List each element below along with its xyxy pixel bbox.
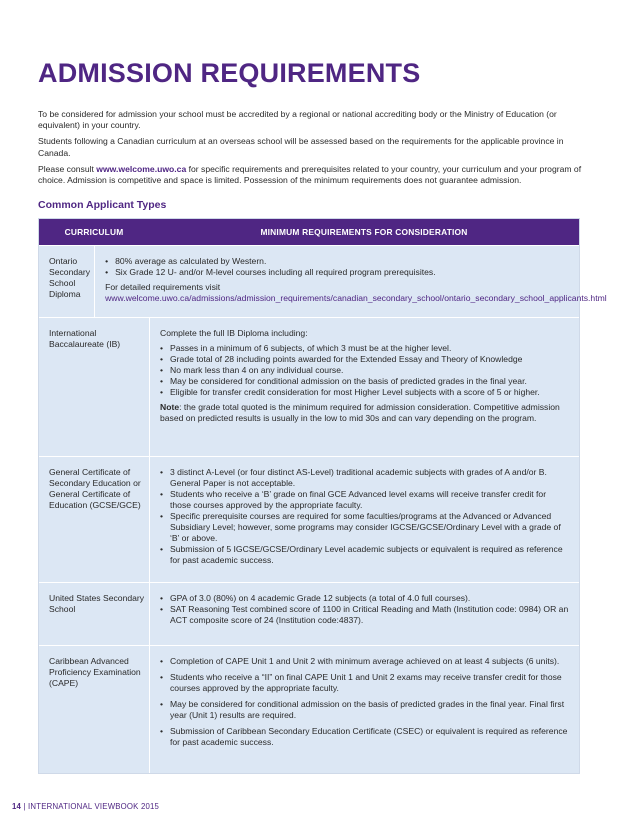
page-title: ADMISSION REQUIREMENTS [38,58,421,88]
list-item: • Grade total of 28 including points awarded for the Extended Essay and Theory of Knowledge [160,354,569,365]
footer-separator: | [21,802,29,811]
section-heading: Common Applicant Types [38,199,167,211]
requirements-table [38,218,607,774]
list-item: • Completion of CAPE Unit 1 and Unit 2 with minimum average achieved on at least 4 subjects (6 units). [160,656,569,667]
intro-text: Please consult [38,163,97,174]
requirements-list [160,467,569,566]
list-item: • Students who receive a “II” on final CAPE Unit 1 and Unit 2 exams may receive transfer credit for those courses approved by the appropriate faculty. [160,672,569,694]
list-item: • May be considered for conditional admission on the basis of predicted grades in the final year. Final first year (Unit 1) results are required. [160,699,569,721]
requirements-lead: Complete the full IB Diploma including: [160,328,308,338]
intro-paragraph: To be considered for admission your school must be accredited by a regional or national accrediting body or the Ministry of Education (or equivalent) in your country. [38,109,557,131]
requirements-cell [149,583,579,645]
requirements-cell [94,246,617,317]
table-row [39,582,579,645]
requirements-list [160,656,569,748]
requirements-list [160,343,569,398]
curriculum-cell: General Certificate of Secondary Education or General Certificate of Education (GCSE/GCE) [49,467,141,510]
table-row [39,245,607,317]
link-lead-text: For detailed requirements visit [105,282,221,292]
list-item: • GPA of 3.0 (80%) on 4 academic Grade 12 subjects (a total of 4.0 full courses). [160,593,569,604]
requirements-list [160,593,569,626]
requirements-cell [149,646,579,773]
list-item: • Students who receive a ‘B’ grade on final GCE Advanced level exams will receive transfer credit for those courses approved by the appropriate faculty. [160,489,569,511]
requirements-note [160,402,569,424]
curriculum-cell: Ontario Secondary School Diploma [49,256,91,299]
note-text: : the grade total quoted is the minimum required for admission consideration. Competitive admission based on predicted results is usually in the low to mid 30s and can vary depending on the program. [160,402,560,423]
list-item: • Specific prerequisite courses are required for some faculties/programs at the Advanced or Advanced Subsidiary Level; however, some programs may consider IGCSE/GCSE/Ordinary Level with a grade of ‘B’ or above. [160,511,569,544]
list-item: • No mark less than 4 on any individual course. [160,365,569,376]
requirements-list [105,256,607,278]
curriculum-cell: United States Secondary School [49,593,145,614]
website-link[interactable]: www.welcome.uwo.ca [96,163,187,174]
table-header [39,219,579,245]
curriculum-cell: Caribbean Advanced Proficiency Examination (CAPE) [49,656,141,688]
table-row [39,645,579,773]
requirements-cell [149,318,579,456]
intro-paragraph [38,164,598,186]
intro-paragraph: Students following a Canadian curriculum at an overseas school will be assessed based on the requirements for the applicable province in Canada. [38,136,564,158]
list-item: • May be considered for conditional admission on the basis of predicted grades in the final year. [160,376,569,387]
requirements-link-text [105,282,607,304]
list-item: • Six Grade 12 U- and/or M-level courses including all required program prerequisites. [105,267,607,278]
list-item: • 3 distinct A-Level (or four distinct AS-Level) traditional academic subjects with grades of A and/or B. General Paper is not acceptable. [160,467,569,489]
intro-text: for specific requirements and prerequisites related to your country, your curriculum and your program of choice. Admission is competitive and space is limited. Possession of the minimum requirements does not guarantee admission. [38,163,582,186]
page-footer [12,802,159,811]
list-item: • Passes in a minimum of 6 subjects, of which 3 must be at the higher level. [160,343,569,354]
requirements-cell [149,457,579,582]
list-item: • SAT Reasoning Test combined score of 1100 in Critical Reading and Math (Institution code: 0984) OR an ACT composite score of 24 (Institution code:4837). [160,604,569,626]
curriculum-cell: International Baccalaureate (IB) [49,328,121,349]
column-header-curriculum: CURRICULUM [64,227,124,237]
intro-section [38,109,598,191]
column-header-requirements: MINIMUM REQUIREMENTS FOR CONSIDERATION [260,227,468,237]
table-row [39,317,579,456]
footer-text: INTERNATIONAL VIEWBOOK 2015 [28,802,160,811]
page-number: 14 [12,802,22,811]
list-item: • Eligible for transfer credit consideration for most Higher Level subjects with a score of 5 or higher. [160,387,569,398]
table-row [39,456,579,582]
requirements-url-link[interactable]: www.welcome.uwo.ca/admissions/admission_requirements/canadian_secondary_school/ontario_secondary_school_applicants.html [105,293,607,303]
note-label: Note [160,402,180,412]
list-item: • 80% average as calculated by Western. [105,256,607,267]
list-item: • Submission of Caribbean Secondary Education Certificate (CSEC) or equivalent is required as reference for past academic success. [160,726,569,748]
list-item: • Submission of 5 IGCSE/GCSE/Ordinary Level academic subjects or equivalent is required as reference for past academic success. [160,544,569,566]
